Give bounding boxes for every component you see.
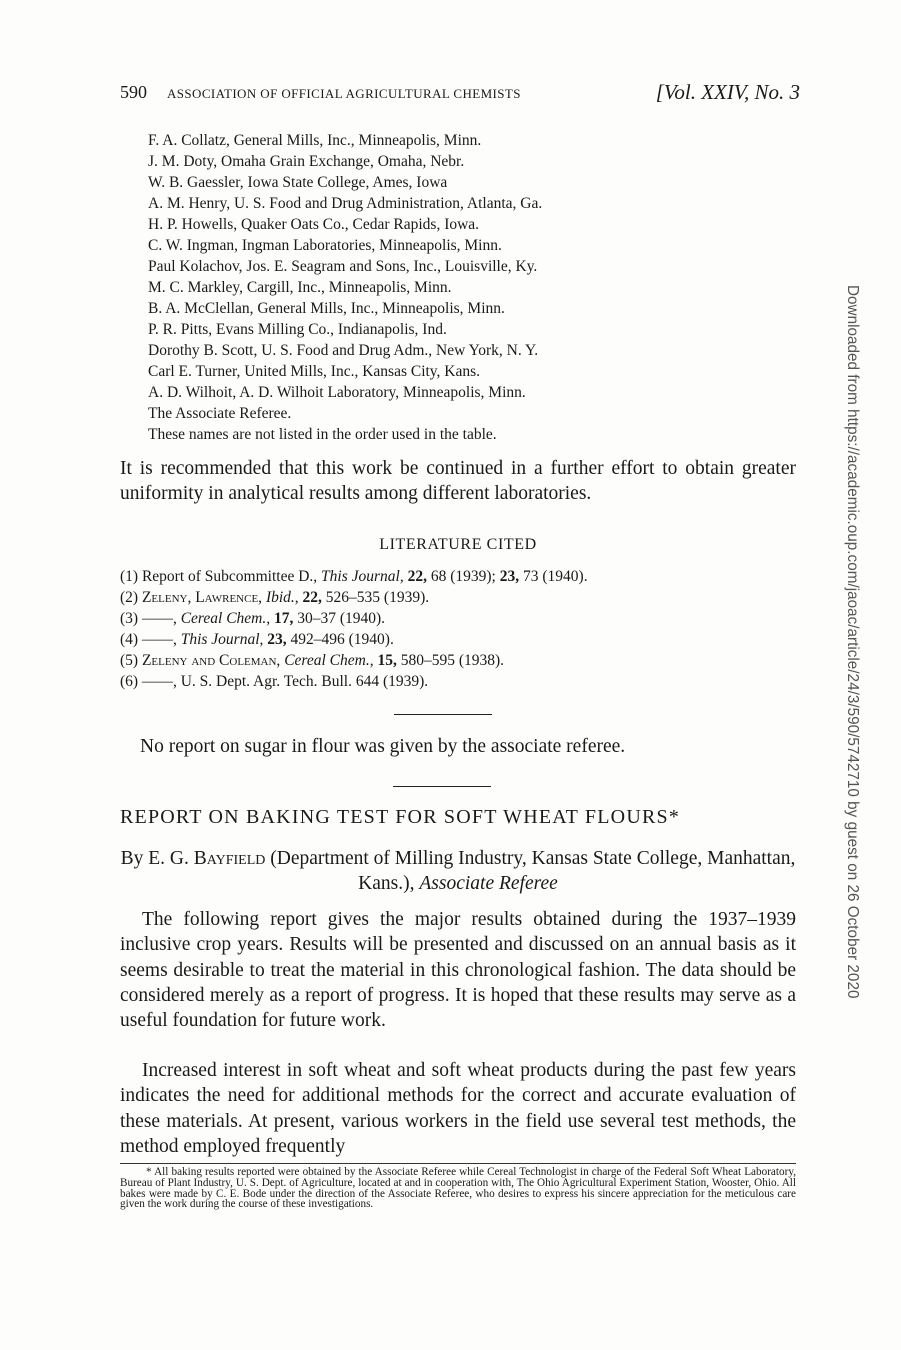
list-item: W. B. Gaessler, Iowa State College, Ames, Iowa xyxy=(148,174,448,191)
footnote: * All baking results reported were obtained by the Associate Referee while Cereal Technologist in charge of the Federal Soft Wheat Laboratory, Bureau of Plant Industry, U. S. Dept. of Agriculture, located at and in cooperation with, The Ohio Agricultural Experiment Station, Wooster, Ohio. All bakes were made by C. E. Bode under the direction of the Associate Referee, who desires to express his sincere appreciation for the meticulous care given the work during the course of these investigations. xyxy=(120,1166,796,1211)
section-divider xyxy=(394,714,492,715)
reference-item: (3) ——, Cereal Chem., 17, 30–37 (1940). xyxy=(120,610,386,627)
list-item: P. R. Pitts, Evans Milling Co., Indianapolis, Ind. xyxy=(148,321,447,338)
report-title: REPORT ON BAKING TEST FOR SOFT WHEAT FLOURS* xyxy=(120,806,681,828)
list-item: M. C. Markley, Cargill, Inc., Minneapolis, Minn. xyxy=(148,279,452,296)
no-report-note: No report on sugar in flour was given by the associate referee. xyxy=(140,736,626,757)
volume-issue: [Vol. XXIV, No. 3 xyxy=(655,80,800,104)
list-item: J. M. Doty, Omaha Grain Exchange, Omaha, Nebr. xyxy=(148,153,465,170)
reference-list xyxy=(120,566,588,692)
download-stamp-text: Downloaded from https://academic.oup.com/jaoac/article/24/3/590/5742710 by guest on 26 October 2020 xyxy=(844,285,861,999)
list-item: Dorothy B. Scott, U. S. Food and Drug Adm., New York, N. Y. xyxy=(148,342,539,359)
author-name: E. G. Bayfield xyxy=(148,848,266,869)
download-stamp xyxy=(844,285,871,1075)
list-item: Paul Kolachov, Jos. E. Seagram and Sons, Inc., Louisville, Ky. xyxy=(148,258,538,275)
recommendation-paragraph: It is recommended that this work be continued in a further effort to obtain greater uniformity in analytical results among different laboratories. xyxy=(120,458,796,505)
page-number: 590 xyxy=(120,82,147,102)
running-head: ASSOCIATION OF OFFICIAL AGRICULTURAL CHEMISTS xyxy=(167,86,521,101)
footnote-rule xyxy=(120,1163,796,1164)
body-paragraph: Increased interest in soft wheat and soft wheat products during the past few years indicates the need for additional methods for the correct and accurate evaluation of these materials. At present, various workers in the field use several test methods, the method employed frequently xyxy=(120,1060,796,1157)
section-divider xyxy=(393,786,491,787)
collaborator-list xyxy=(148,130,542,445)
list-item: A. D. Wilhoit, A. D. Wilhoit Laboratory, Minneapolis, Minn. xyxy=(148,384,526,401)
reference-item: (2) Zeleny, Lawrence, Ibid., 22, 526–535 (1939). xyxy=(120,589,430,606)
reference-item: (5) Zeleny and Coleman, Cereal Chem., 15, 580–595 (1938). xyxy=(120,652,505,669)
affiliation: (Department of Milling Industry, Kansas State College, Manhattan, Kans.), xyxy=(270,848,796,894)
body-paragraph: The following report gives the major results obtained during the 1937–1939 inclusive crop years. Results will be presented and discussed on an annual basis as it seems desirable to treat the material in this chronological fashion. The data should be considered merely as a report of progress. It is hoped that these results may serve as a useful foundation for future work. xyxy=(120,909,796,1032)
reference-item: (4) ——, This Journal, 23, 492–496 (1940). xyxy=(120,631,394,648)
list-item: The Associate Referee. xyxy=(148,405,292,422)
list-item: A. M. Henry, U. S. Food and Drug Administration, Atlanta, Ga. xyxy=(148,195,543,212)
list-item: Carl E. Turner, United Mills, Inc., Kansas City, Kans. xyxy=(148,363,481,380)
list-item: F. A. Collatz, General Mills, Inc., Minneapolis, Minn. xyxy=(148,132,482,149)
literature-heading: LITERATURE CITED xyxy=(379,536,537,553)
list-item: C. W. Ingman, Ingman Laboratories, Minneapolis, Minn. xyxy=(148,237,502,254)
list-item: B. A. McClellan, General Mills, Inc., Minneapolis, Minn. xyxy=(148,300,505,317)
list-item: These names are not listed in the order used in the table. xyxy=(148,426,497,443)
list-item: H. P. Howells, Quaker Oats Co., Cedar Rapids, Iowa. xyxy=(148,216,480,233)
page-header xyxy=(120,80,800,108)
reference-item: (6) ——, U. S. Dept. Agr. Tech. Bull. 644 (1939). xyxy=(120,673,429,690)
reference-item: (1) Report of Subcommittee D., This Journal, 22, 68 (1939); 23, 73 (1940). xyxy=(120,568,588,585)
author-role: Associate Referee xyxy=(419,873,558,894)
byline: By E. G. Bayfield (Department of Milling Industry, Kansas State College, Manhattan, Kans.), Associate Referee xyxy=(120,848,796,894)
